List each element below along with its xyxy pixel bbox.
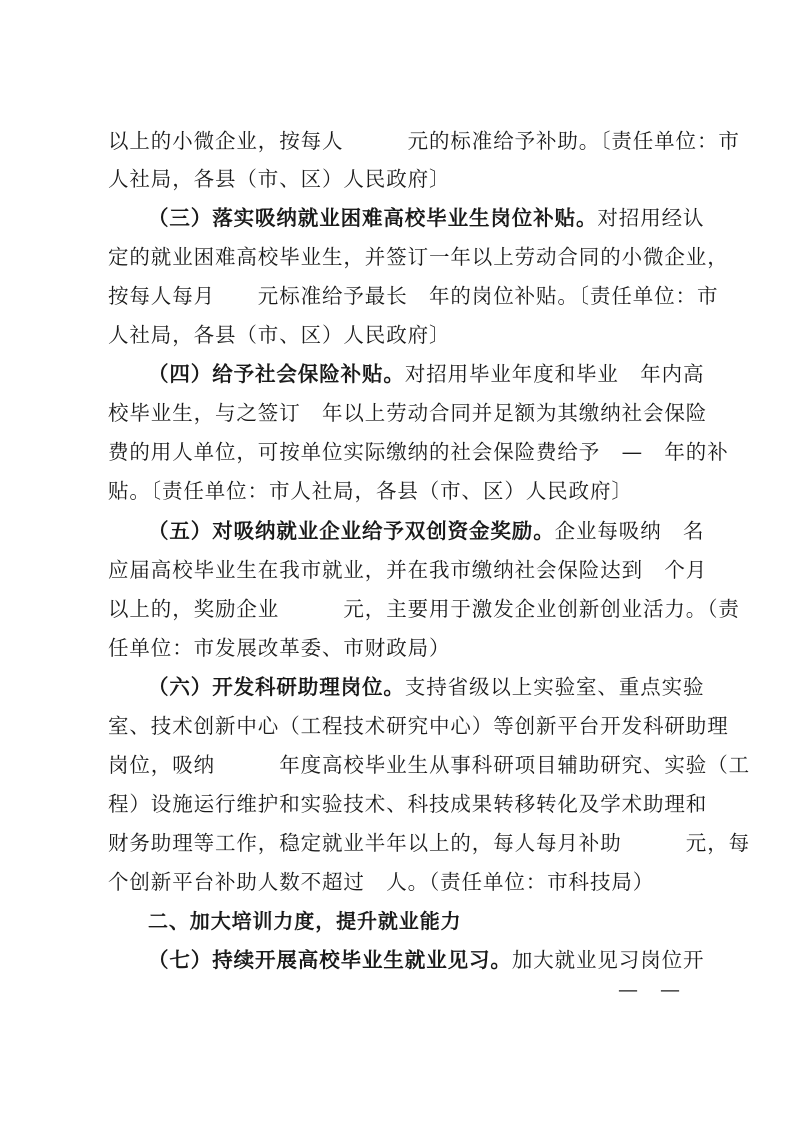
section-heading-4: （四）给予社会保险补贴。: [148, 362, 405, 386]
section-heading-6: （六）开发科研助理岗位。: [148, 675, 405, 699]
chapter-heading: 二、加大培训力度，提升就业能力: [148, 909, 462, 933]
paragraph-line: （三）落实吸纳就业困难高校毕业生岗位补贴。对招用经认: [148, 206, 705, 230]
paragraph-line: 贴。〔责任单位：市人社局，各县（市、区）人民政府〕: [108, 479, 633, 503]
paragraph-line: （七）持续开展高校毕业生就业见习。加大就业见习岗位开: [148, 948, 705, 972]
paragraph-line: 个创新平台补助人数不超过 人。（责任单位：市科技局）: [108, 870, 655, 894]
paragraph-line: 岗位，吸纳 年度高校毕业生从事科研项目辅助研究、实验（工: [108, 753, 750, 777]
paragraph-line: 任单位：市发展改革委、市财政局）: [108, 636, 451, 660]
section-heading-7: （七）持续开展高校毕业生就业见习。: [148, 948, 512, 972]
paragraph-line: 人社局，各县（市、区）人民政府〕: [108, 167, 451, 191]
paragraph-line: 费的用人单位，可按单位实际缴纳的社会保险费给予 — 年的补: [108, 440, 729, 464]
section-heading-3: （三）落实吸纳就业困难高校毕业生岗位补贴。: [148, 206, 598, 230]
paragraph-line: 按每人每月 元标准给予最长 年的岗位补贴。〔责任单位：市: [108, 284, 719, 308]
paragraph-line: （六）开发科研助理岗位。支持省级以上实验室、重点实验: [148, 675, 705, 699]
paragraph-line: 应届高校毕业生在我市就业，并在我市缴纳社会保险达到 个月: [108, 558, 708, 582]
paragraph-line: 人社局，各县（市、区）人民政府〕: [108, 323, 451, 347]
section-heading-5: （五）对吸纳就业企业给予双创资金奖励。: [148, 519, 555, 543]
paragraph-line: 以上的小微企业，按每人 元的标准给予补助。〔责任单位：市: [108, 129, 740, 153]
paragraph-line: 定的就业困难高校毕业生，并签订一年以上劳动合同的小微企业，: [108, 245, 729, 269]
paragraph-line: 室、技术创新中心（工程技术研究中心）等创新平台开发科研助理: [108, 714, 729, 738]
paragraph-line: 以上的，奖励企业 元，主要用于激发企业创新创业活力。（责: [108, 597, 740, 621]
paragraph-line: （四）给予社会保险补贴。对招用毕业年度和毕业 年内高: [148, 362, 705, 386]
paragraph-line: （五）对吸纳就业企业给予双创资金奖励。企业每吸纳 名: [148, 519, 705, 543]
paragraph-line: 财务助理等工作，稳定就业半年以上的，每人每月补助 元，每: [108, 831, 750, 855]
page-number: ——: [618, 977, 702, 1001]
paragraph-line: 程）设施运行维护和实验技术、科技成果转移转化及学术助理和: [108, 792, 708, 816]
paragraph-line: 校毕业生，与之签订 年以上劳动合同并足额为其缴纳社会保险: [108, 401, 708, 425]
